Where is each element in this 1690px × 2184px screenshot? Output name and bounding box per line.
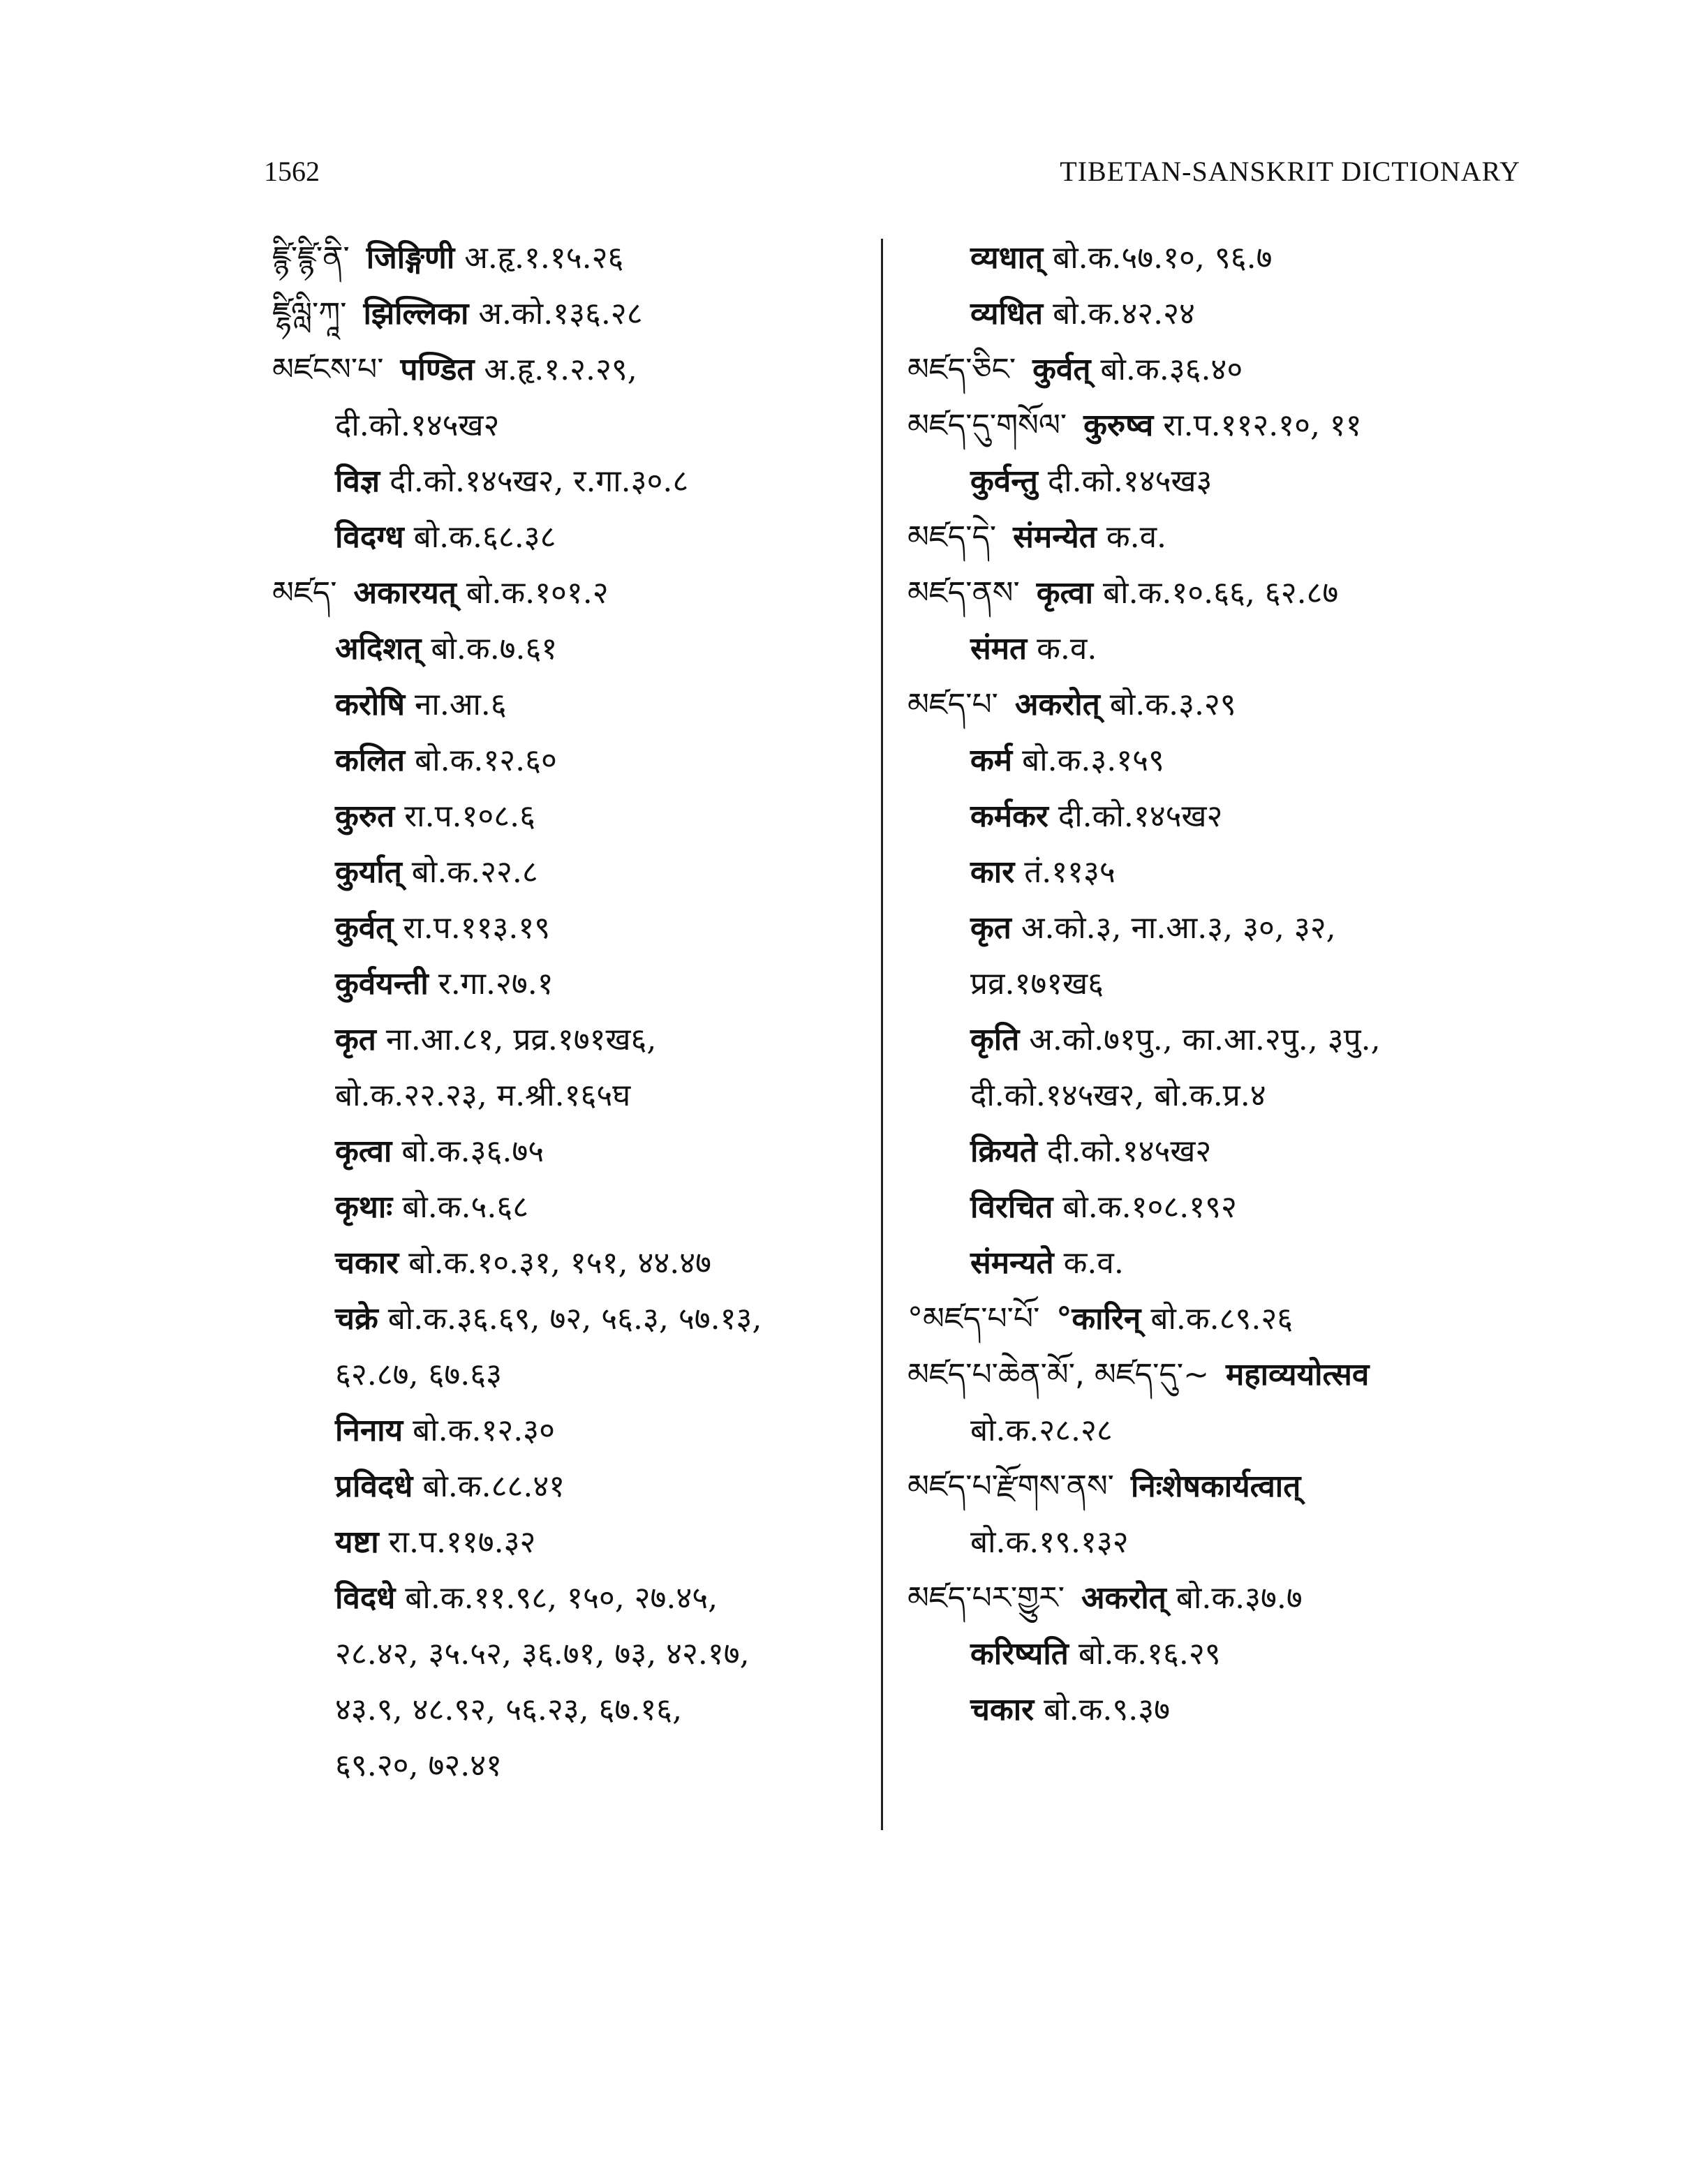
- dictionary-line: [907, 1570, 1522, 1626]
- sanskrit-equivalent: कुर्वन्तु: [970, 463, 1038, 499]
- source-reference: तं.११३५: [1024, 854, 1115, 890]
- dictionary-line: [272, 565, 866, 621]
- source-reference: बो.क.७.६१: [431, 631, 558, 667]
- dictionary-line: [907, 677, 1522, 733]
- sanskrit-equivalent: कुर्वयन्ती: [335, 966, 429, 1002]
- dictionary-line: [907, 1180, 1522, 1235]
- source-reference: दी.को.१४५ख२, र.गा.३०.८: [390, 463, 689, 499]
- sanskrit-equivalent: अकरोत्: [1081, 1580, 1166, 1616]
- source-reference: बो.क.१९.१३२: [970, 1524, 1129, 1560]
- dictionary-line: [272, 1626, 866, 1682]
- tibetan-headword: མཛངས་པ་: [272, 352, 384, 387]
- tibetan-headword: ཛྙི་ཛྙི་ནི་: [272, 240, 350, 276]
- right-column: [907, 230, 1522, 1738]
- sanskrit-equivalent: महाव्ययोत्सव: [1225, 1357, 1370, 1392]
- dictionary-line: [907, 342, 1522, 398]
- dictionary-line: [907, 565, 1522, 621]
- sanskrit-equivalent: झिल्लिका: [363, 296, 469, 332]
- sanskrit-equivalent: क्रियते: [970, 1134, 1037, 1169]
- dictionary-line: [907, 789, 1522, 845]
- dictionary-line: [907, 398, 1522, 454]
- tibetan-headword: °མཛད་པ་པོ་: [907, 1301, 1040, 1337]
- sanskrit-equivalent: व्यधात्: [970, 240, 1044, 276]
- sanskrit-equivalent: कृथाः: [335, 1189, 393, 1225]
- source-reference: प्रव्र.१७१ख६: [970, 966, 1104, 1002]
- dictionary-line: [272, 900, 866, 956]
- source-reference: अ.हृ.१.२.२९,: [484, 352, 637, 387]
- dictionary-line: [907, 733, 1522, 789]
- sanskrit-equivalent: अदिशत्: [335, 631, 422, 667]
- sanskrit-equivalent: कृत: [335, 1022, 376, 1057]
- sanskrit-equivalent: चकार: [970, 1692, 1035, 1728]
- source-reference: बो.क.१२.३०: [413, 1413, 555, 1448]
- source-reference: बो.क.६८.३८: [413, 519, 556, 555]
- source-reference: बो.क.१६.२९: [1078, 1636, 1221, 1672]
- source-reference: बो.क.१०८.१९२: [1062, 1189, 1237, 1225]
- dictionary-line: [272, 1347, 866, 1403]
- source-reference: बो.क.८८.४१: [422, 1469, 565, 1504]
- dictionary-line: [272, 454, 866, 510]
- tibetan-headword: ཛྷིལླི་ཀཱ་: [272, 296, 347, 332]
- dictionary-line: [907, 1347, 1522, 1403]
- dictionary-line: [907, 1235, 1522, 1291]
- sanskrit-equivalent: कृति: [970, 1022, 1020, 1057]
- source-reference: ना.आ.६: [415, 687, 507, 722]
- source-reference: ६९.२०, ७२.४१: [335, 1748, 502, 1783]
- sanskrit-equivalent: चक्रे: [335, 1301, 378, 1337]
- dictionary-line: [907, 1403, 1522, 1459]
- source-reference: दी.को.१४५ख२: [1046, 1134, 1212, 1169]
- source-reference: क.व.: [1063, 1245, 1124, 1281]
- source-reference: ६२.८७, ६७.६३: [335, 1357, 502, 1392]
- source-reference: रा.प.११७.३२: [388, 1524, 536, 1560]
- source-reference: र.गा.२७.१: [438, 966, 554, 1002]
- source-reference: दी.को.१४५ख२: [1058, 798, 1223, 834]
- sanskrit-equivalent: संमन्येत: [1013, 519, 1097, 555]
- sanskrit-equivalent: कुरुत: [335, 798, 395, 834]
- left-column: [272, 230, 866, 1794]
- dictionary-line: [272, 230, 866, 286]
- dictionary-line: [907, 845, 1522, 900]
- source-reference: क.व.: [1037, 631, 1097, 667]
- sanskrit-equivalent: कर्मकर: [970, 798, 1048, 834]
- source-reference: बो.क.१०१.२: [466, 575, 609, 611]
- dictionary-line: [272, 1570, 866, 1626]
- source-reference: बो.क.९.३७: [1044, 1692, 1171, 1728]
- dictionary-line: [907, 1012, 1522, 1068]
- sanskrit-equivalent: विदग्ध: [335, 519, 404, 555]
- dictionary-line: [272, 733, 866, 789]
- sanskrit-equivalent: जिङ्गिणी: [366, 240, 455, 276]
- sanskrit-equivalent: कर्म: [970, 743, 1013, 778]
- sanskrit-equivalent: चकार: [335, 1245, 399, 1281]
- tibetan-headword: མཛད་དུ་གསོལ་: [907, 408, 1067, 443]
- dictionary-line: [907, 1626, 1522, 1682]
- source-reference: बो.क.११.९८, १५०, २७.४५,: [405, 1580, 718, 1616]
- dictionary-line: [272, 1682, 866, 1738]
- source-reference: बो.क.३.२९: [1109, 687, 1236, 722]
- dictionary-line: [907, 1291, 1522, 1347]
- sanskrit-equivalent: यष्टा: [335, 1524, 379, 1560]
- tibetan-headword: མཛད་དེ་: [907, 519, 997, 555]
- tibetan-headword: མཛད་: [272, 575, 337, 611]
- source-reference: बो.क.३.१५९: [1022, 743, 1164, 778]
- dictionary-line: [907, 1068, 1522, 1124]
- dictionary-line: [272, 677, 866, 733]
- dictionary-line: [907, 1124, 1522, 1180]
- source-reference: बो.क.५.६८: [402, 1189, 529, 1225]
- source-reference: बो.क.३६.४०: [1100, 352, 1243, 387]
- page-header: [264, 155, 1520, 197]
- tibetan-headword: མཛད་པ་རྫོགས་ནས་: [907, 1469, 1114, 1504]
- source-reference: बो.क.२२.२३, म.श्री.१६५घ: [335, 1078, 631, 1113]
- sanskrit-equivalent: अकरोत्: [1014, 687, 1100, 722]
- page-number: 1562: [264, 156, 320, 187]
- sanskrit-equivalent: °कारिन्: [1056, 1301, 1141, 1337]
- dictionary-line: [272, 956, 866, 1012]
- dictionary-line: [272, 1012, 866, 1068]
- dictionary-line: [907, 1459, 1522, 1515]
- sanskrit-equivalent: कुर्वत्: [1032, 352, 1091, 387]
- source-reference: २८.४२, ३५.५२, ३६.७१, ७३, ४२.१७,: [335, 1636, 750, 1672]
- source-reference: अ.हृ.१.१५.२६: [464, 240, 624, 276]
- source-reference: बो.क.३६.६९, ७२, ५६.३, ५७.१३,: [387, 1301, 762, 1337]
- dictionary-line: [907, 454, 1522, 510]
- sanskrit-equivalent: कार: [970, 854, 1015, 890]
- sanskrit-equivalent: विदधे: [335, 1580, 396, 1616]
- dictionary-line: [272, 342, 866, 398]
- tibetan-headword: མཛད་ནས་: [907, 575, 1020, 611]
- sanskrit-equivalent: करिष्यति: [970, 1636, 1069, 1672]
- sanskrit-equivalent: विज्ञ: [335, 463, 380, 499]
- dictionary-line: [272, 286, 866, 342]
- dictionary-line: [272, 1124, 866, 1180]
- sanskrit-equivalent: संमत: [970, 631, 1028, 667]
- source-reference: रा.प.११३.१९: [403, 910, 551, 946]
- dictionary-line: [272, 1068, 866, 1124]
- sanskrit-equivalent: करोषि: [335, 687, 406, 722]
- tibetan-headword: མཛད་པ་: [907, 687, 998, 722]
- dictionary-line: [907, 286, 1522, 342]
- dictionary-line: [272, 1459, 866, 1515]
- source-reference: अ.को.१३६.२८: [478, 296, 643, 332]
- sanskrit-equivalent: कलित: [335, 743, 406, 778]
- source-reference: दी.को.१४५ख२: [335, 408, 500, 443]
- source-reference: ४३.९, ४८.९२, ५६.२३, ६७.१६,: [335, 1692, 683, 1728]
- sanskrit-equivalent: कुर्वत्: [335, 910, 394, 946]
- tibetan-headword: མཛད་པ་ཆེན་མོ་, མཛད་དུ་~: [907, 1357, 1209, 1392]
- source-reference: बो.क.८९.२६: [1150, 1301, 1294, 1337]
- source-reference: बो.क.२२.८: [411, 854, 538, 890]
- sanskrit-equivalent: निनाय: [335, 1413, 403, 1448]
- dictionary-line: [272, 1235, 866, 1291]
- dictionary-line: [272, 845, 866, 900]
- source-reference: दी.को.१४५ख२, बो.क.प्र.४: [970, 1078, 1266, 1113]
- sanskrit-equivalent: कुरुष्व: [1083, 408, 1154, 443]
- dictionary-line: [272, 398, 866, 454]
- sanskrit-equivalent: प्रविदधे: [335, 1469, 413, 1504]
- dictionary-line: [907, 1515, 1522, 1570]
- source-reference: बो.क.१०.६६, ६२.८७: [1103, 575, 1339, 611]
- source-reference: बो.क.३७.७: [1176, 1580, 1303, 1616]
- dictionary-line: [272, 621, 866, 677]
- source-reference: बो.क.४२.२४: [1053, 296, 1195, 332]
- sanskrit-equivalent: निःशेषकार्यत्वात्: [1130, 1469, 1301, 1504]
- source-reference: क.व.: [1106, 519, 1167, 555]
- dictionary-line: [907, 1682, 1522, 1738]
- dictionary-line: [272, 1403, 866, 1459]
- sanskrit-equivalent: कृत्वा: [1036, 575, 1094, 611]
- tibetan-headword: མཛད་ཅིང་: [907, 352, 1016, 387]
- source-reference: ना.आ.८१, प्रव्र.१७१ख६,: [385, 1022, 657, 1057]
- sanskrit-equivalent: कुर्यात्: [335, 854, 402, 890]
- dictionary-line: [907, 956, 1522, 1012]
- sanskrit-equivalent: कृत्वा: [335, 1134, 392, 1169]
- source-reference: बो.क.५७.१०, ९६.७: [1053, 240, 1273, 276]
- source-reference: दी.को.१४५ख३: [1047, 463, 1213, 499]
- dictionary-line: [272, 1180, 866, 1235]
- sanskrit-equivalent: कृत: [970, 910, 1011, 946]
- sanskrit-equivalent: अकारयत्: [353, 575, 457, 611]
- running-title: TIBETAN-SANSKRIT DICTIONARY: [1060, 156, 1520, 187]
- sanskrit-equivalent: विरचित: [970, 1189, 1053, 1225]
- sanskrit-equivalent: संमन्यते: [970, 1245, 1054, 1281]
- source-reference: बो.क.२८.२८: [970, 1413, 1113, 1448]
- column-divider: [881, 239, 883, 1830]
- sanskrit-equivalent: व्यधित: [970, 296, 1044, 332]
- dictionary-line: [907, 900, 1522, 956]
- dictionary-line: [907, 621, 1522, 677]
- source-reference: बो.क.१२.६०: [415, 743, 557, 778]
- dictionary-line: [272, 789, 866, 845]
- tibetan-headword: མཛད་པར་གྱུར་: [907, 1580, 1065, 1616]
- dictionary-line: [272, 510, 866, 565]
- source-reference: अ.को.७१पु., का.आ.२पु., ३पु.,: [1029, 1022, 1381, 1057]
- dictionary-line: [907, 510, 1522, 565]
- source-reference: रा.प.११२.१०, ११: [1163, 408, 1362, 443]
- dictionary-line: [272, 1738, 866, 1794]
- source-reference: बो.क.१०.३१, १५१, ४४.४७: [408, 1245, 712, 1281]
- dictionary-line: [272, 1515, 866, 1570]
- source-reference: अ.को.३, ना.आ.३, ३०, ३२,: [1021, 910, 1336, 946]
- dictionary-line: [907, 230, 1522, 286]
- dictionary-line: [272, 1291, 866, 1347]
- source-reference: बो.क.३६.७५: [401, 1134, 544, 1169]
- sanskrit-equivalent: पण्डित: [400, 352, 475, 387]
- source-reference: रा.प.१०८.६: [404, 798, 536, 834]
